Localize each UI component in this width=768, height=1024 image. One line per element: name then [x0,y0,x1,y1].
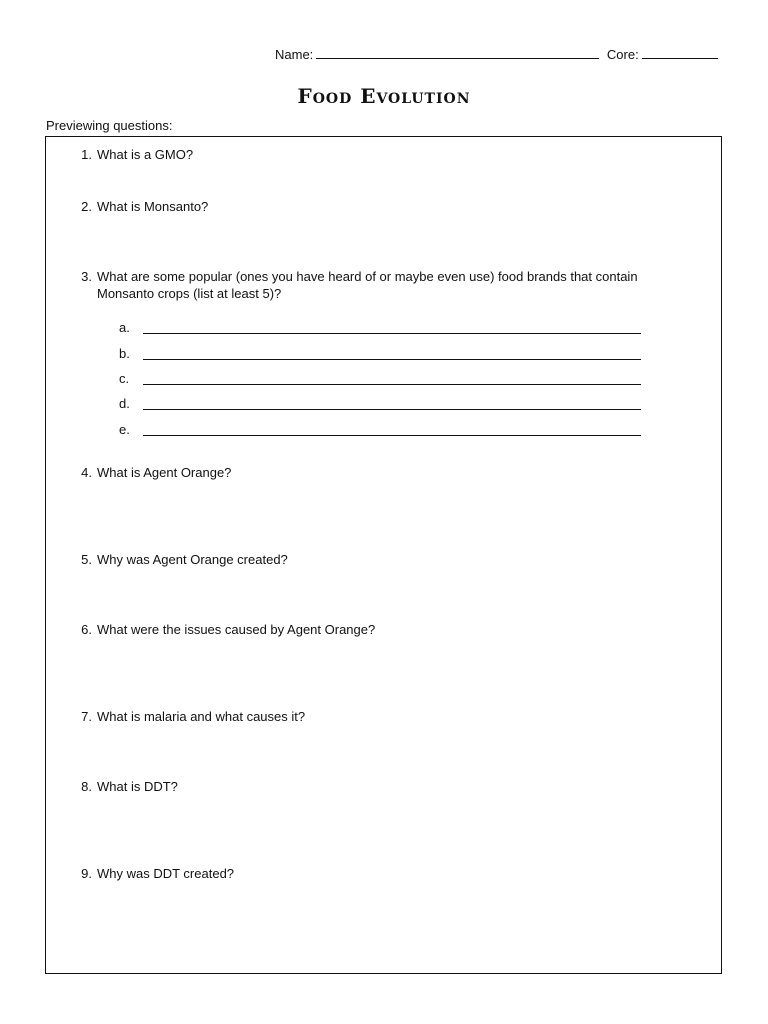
answer-letter: c. [119,371,130,386]
question-number: 5. [81,552,92,567]
answer-blank[interactable] [143,435,641,436]
page-title: Food Evolution [297,84,471,108]
answer-row-d[interactable] [119,396,649,412]
name-blank[interactable] [316,46,599,59]
question-number: 2. [81,199,92,214]
question-number: 9. [81,866,92,881]
question-number: 4. [81,465,92,480]
question-text: What is Agent Orange? [97,465,232,480]
question-text: What is malaria and what causes it? [97,709,306,724]
answer-blank[interactable] [143,359,641,360]
answer-row-a[interactable] [119,320,649,336]
answer-letter: a. [119,320,130,335]
question-text: What were the issues caused by Agent Orange? [97,622,376,637]
answer-letter: d. [119,396,130,411]
name-label: Name: [275,47,314,62]
question-text: What is DDT? [97,779,178,794]
question-text: What are some popular (ones you have heard of or maybe even use) food brands that contain Monsanto crops (list at least 5)? [97,269,638,301]
question-text: What is Monsanto? [97,199,209,214]
question-text: Why was DDT created? [97,866,235,881]
question-number: 6. [81,622,92,637]
answer-row-b[interactable] [119,346,649,362]
question-number: 8. [81,779,92,794]
answer-letter: b. [119,346,130,361]
header-fields [275,46,725,66]
answer-row-c[interactable] [119,371,649,387]
question-text: Why was Agent Orange created? [97,552,288,567]
questions-box [45,136,722,974]
answer-letter: e. [119,422,130,437]
section-label: Previewing questions: [46,118,173,133]
answer-blank[interactable] [143,409,641,410]
core-blank[interactable] [642,46,718,59]
question-text: What is a GMO? [97,147,194,162]
question-number: 3. [81,269,92,284]
answer-blank[interactable] [143,384,641,385]
question-number: 7. [81,709,92,724]
answer-blank[interactable] [143,333,641,334]
core-label: Core: [606,47,639,62]
answer-row-e[interactable] [119,422,649,438]
question-number: 1. [81,147,92,162]
